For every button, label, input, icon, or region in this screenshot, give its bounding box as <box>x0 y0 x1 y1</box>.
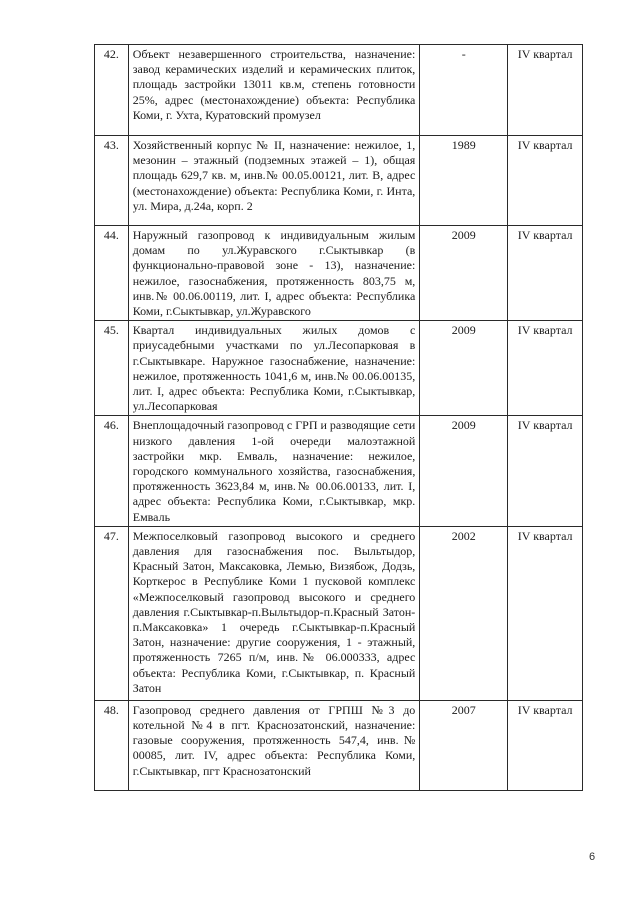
table-row <box>95 416 583 526</box>
row-description: Объект незавершенного строительства, назначение: завод керамических изделий и керамических плиток, площадь застройки 13011 кв.м, степень готовности 25%, адрес (местонахождение) объекта: Республика Коми, г. Ухта, Куратовский промузел <box>128 45 420 136</box>
table-row <box>95 136 583 226</box>
row-year: 2009 <box>420 321 508 416</box>
row-year: 1989 <box>420 136 508 226</box>
row-number: 48. <box>95 700 129 790</box>
row-description: Квартал индивидуальных жилых домов с приусадебными участками по ул.Лесопарковая в г.Сыктывкаре. Наружное газоснабжение, назначение: нежилое, протяженность 1041,6 м, инв.№ 00.06.00135, лит. I, адрес объекта: Республика Коми, г.Сыктывкар, ул.Лесопарковая <box>128 321 420 416</box>
row-description: Газопровод среднего давления от ГРПШ №3 до котельной №4 в пгт. Краснозатонский, назначение: газовые сооружения, протяженность 547,4, инв.№ 00085, лит. IV, адрес объекта: Республика Коми, г.Сыктывкар, пгт Краснозатонский <box>128 700 420 790</box>
table-row <box>95 526 583 700</box>
row-quarter: IV квартал <box>508 45 583 136</box>
row-quarter: IV квартал <box>508 526 583 700</box>
row-quarter: IV квартал <box>508 226 583 321</box>
row-year: 2002 <box>420 526 508 700</box>
row-number: 46. <box>95 416 129 526</box>
row-description: Внеплощадочный газопровод с ГРП и разводящие сети низкого давления 1-ой очереди малоэтажной застройки мкр. Емваль, назначение: нежилое, городского коммунального хозяйства, газоснабжения, протяженность 3623,84 м, инв.№ 00.06.00133, лит. I, адрес объекта: Республика Коми, г.Сыктывкар, мкр. Емваль <box>128 416 420 526</box>
row-number: 47. <box>95 526 129 700</box>
row-quarter: IV квартал <box>508 416 583 526</box>
table-row <box>95 700 583 790</box>
table-row <box>95 45 583 136</box>
table-row <box>95 226 583 321</box>
row-description: Межпоселковый газопровод высокого и среднего давления для газоснабжения пос. Выльтыдор, Красный Затон, Максаковка, Лемью, Визябож, Додзь, Корткерос в Республике Коми 1 пусковой комплекс «Межпоселковый газопровод высокого и среднего давления г.Сыктывкар-п.Выльтыдор-п.Красный Затон-п.Максаковка» 1 очередь г.Сыктывкар-п.Красный Затон, назначение: другие сооружения, 1 - этажный, протяженность 7265 п/м, инв.№ 06.000333, адрес объекта: Республика Коми, г.Сыктывкар, п. Красный Затон <box>128 526 420 700</box>
row-description: Наружный газопровод к индивидуальным жилым домам по ул.Журавского г.Сыктывкар (в функционально-правовой зоне - 13), назначение: нежилое, газоснабжения, протяженность 803,75 м, инв.№ 00.06.00119, лит. I, адрес объекта: Республика Коми, г.Сыктывкар, ул.Журавского <box>128 226 420 321</box>
row-quarter: IV квартал <box>508 321 583 416</box>
row-number: 45. <box>95 321 129 416</box>
row-description: Хозяйственный корпус № II, назначение: нежилое, 1, мезонин – этажный (подземных этажей – 1), общая площадь 629,7 кв. м, инв.№ 00.05.00121, лит. В, адрес (местонахождение) объекта: Республика Коми, г. Инта, ул. Мира, д.24а, корп. 2 <box>128 136 420 226</box>
table-row <box>95 321 583 416</box>
row-year: - <box>420 45 508 136</box>
row-number: 42. <box>95 45 129 136</box>
row-quarter: IV квартал <box>508 700 583 790</box>
page-number: 6 <box>589 851 596 863</box>
row-year: 2009 <box>420 416 508 526</box>
row-quarter: IV квартал <box>508 136 583 226</box>
row-number: 43. <box>95 136 129 226</box>
row-year: 2009 <box>420 226 508 321</box>
objects-table <box>94 44 583 791</box>
row-year: 2007 <box>420 700 508 790</box>
row-number: 44. <box>95 226 129 321</box>
